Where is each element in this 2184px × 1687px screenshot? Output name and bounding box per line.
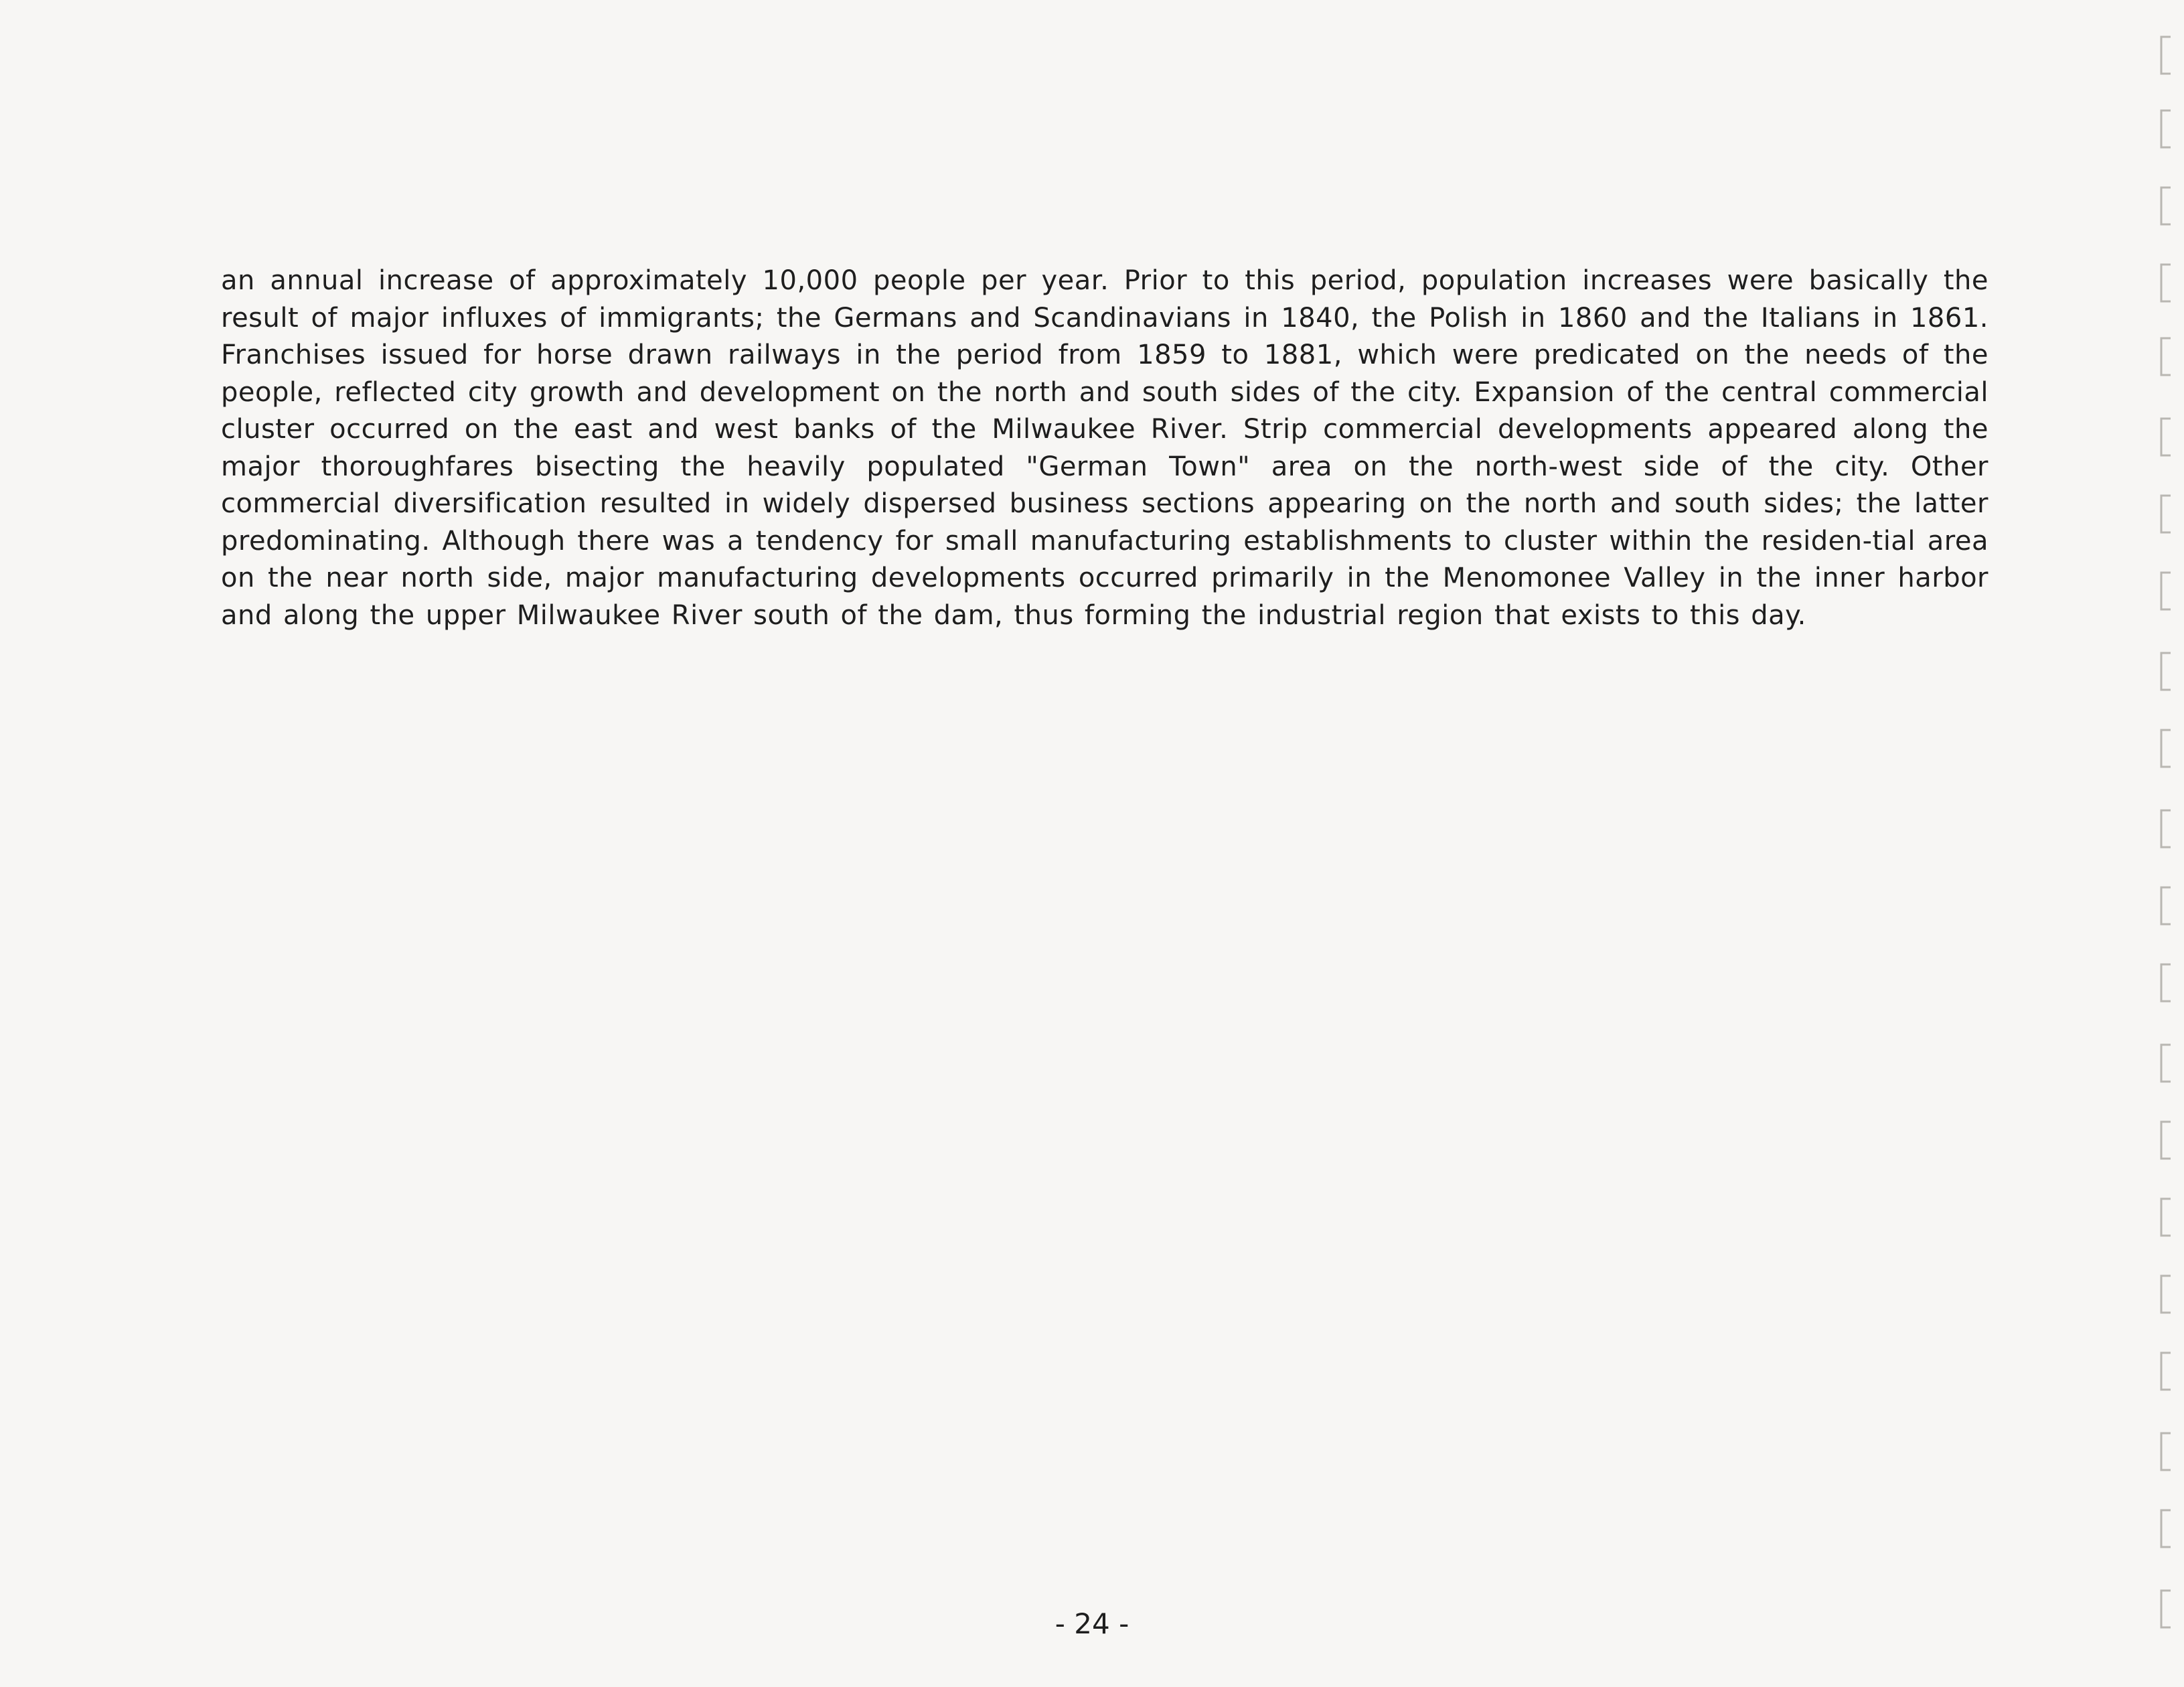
body-paragraph: an annual increase of approximately 10,000 people per year. Prior to this period, population increases were basically the result of major influxes of immigrants; the Germans and Scandinavians in 1840, the Polish in 1860 and the Italians in 1861. Franchises issued for horse drawn railways in the period from 1859 to 1881, which were predicated on the needs of the people, reflected city growth and development on the north and south sides of the city. Expansion of the central commercial cluster occurred on the east and west banks of the Milwaukee River. Strip commercial developments appeared along the major thoroughfares bisecting the heavily populated "German Town" area on the north-west side of the city. Other commercial diversification resulted in widely dispersed business sections appearing on the north and south sides; the latter predominating. Although there was a tendency for small manufacturing establishments to cluster within the residen-tial area on the near north side, major manufacturing developments occurred primarily in the Menomonee Valley in the inner harbor and along the upper Milwaukee River south of the dam, thus forming the industrial region that exists to this day.: [221, 265, 1988, 631]
binding-holes-strip: [2110, 0, 2184, 1687]
binding-holes-icon: [2110, 0, 2184, 1687]
page-number: - 24 -: [1055, 1607, 1129, 1640]
